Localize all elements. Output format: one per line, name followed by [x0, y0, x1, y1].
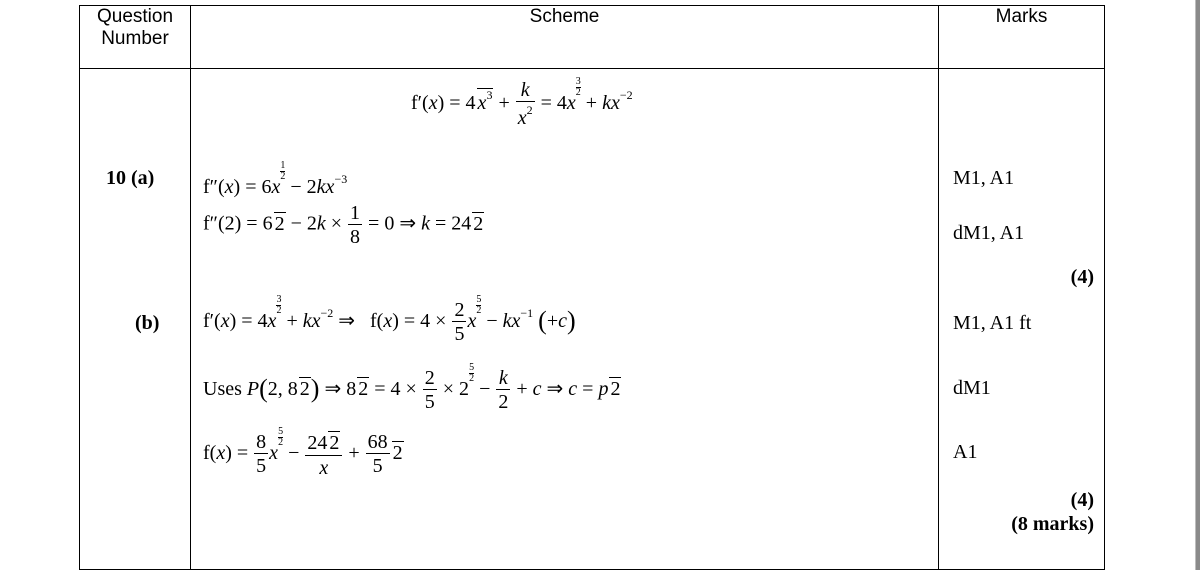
part-a-total: (4) [1070, 266, 1094, 288]
scheme-line-solve-k: f″(2) = 6 2 − 2k × $\frac{1}{8}$ = 0 ⇒ k = 24 2 [203, 202, 484, 248]
scheme-line-final-answer: f(x) = $\frac{8}{5}$ x $^{\frac{5}{2}}$ − $\frac{24 2}{x}$ + $\frac{68}{5}$ 2 [203, 426, 403, 479]
scheme-line-integrate: f′(x) = 4x $^{\frac{3}{2}}$ + $kx^{-2}$ ⇒ f(x) = 4 × $\frac{2}{5}$ x $^{\frac{5}{2}}$ − $kx^{-1}$ (+c) [203, 294, 576, 346]
marks-cell [939, 69, 1105, 570]
mark-a1: M1, A1 [953, 167, 1015, 189]
header-row [80, 6, 1105, 69]
question-number-cell [80, 69, 191, 570]
question-part-b: (b) [135, 312, 160, 334]
mark-b1: M1, A1 ft [953, 312, 1032, 334]
mark-b2: dM1 [953, 377, 991, 399]
mark-a2: dM1, A1 [953, 222, 1025, 244]
marks-header: Marks [939, 6, 1105, 69]
window-border [1196, 0, 1200, 570]
scheme-cell [191, 69, 939, 570]
grand-total: (8 marks) [1011, 513, 1094, 535]
question-number-header: Question Number [80, 6, 191, 69]
part-b-total: (4) [1070, 489, 1094, 511]
scheme-line-second-derivative: f″(x) = 6x $^{\frac{1}{2}}$ − $2kx^{-3}$ [203, 160, 348, 198]
mark-scheme-table [79, 5, 1105, 570]
mark-b3: A1 [953, 441, 978, 463]
scheme-line-first-derivative: f′(x) = 4 $x^3$ + $\frac{k}{x^2}$ = 4x $^{\frac{3}{2}}$ + $kx^{-2}$ [411, 76, 633, 130]
scheme-header: Scheme [191, 6, 939, 69]
body-row [80, 69, 1105, 570]
question-part-a: 10 (a) [106, 167, 155, 189]
uses-label: Uses [203, 378, 242, 400]
scheme-line-uses-point: Uses P(2, 8 2) ⇒ 8 2 = 4 × $\frac{2}{5}$ × 2 $^{\frac{5}{2}}$ − $\frac{k}{2}$ + c ⇒ c = p 2 [203, 362, 621, 414]
